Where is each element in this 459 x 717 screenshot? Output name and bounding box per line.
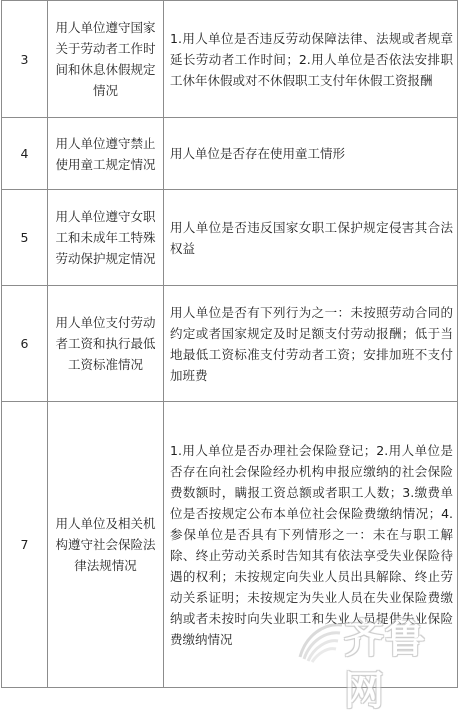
inspection-content: 用人单位是否违反国家女职工保护规定侵害其合法权益 xyxy=(164,190,458,286)
inspection-item: 用人单位遵守女职工和未成年工特殊劳动保护规定情况 xyxy=(48,190,164,286)
inspection-content: 用人单位是否存在使用童工情形 xyxy=(164,118,458,190)
row-number: 6 xyxy=(2,286,48,402)
row-number: 4 xyxy=(2,118,48,190)
inspection-content: 1.用人单位是否办理社会保险登记；2.用人单位是否存在向社会保险经办机构申报应缴纳的社会保险费数额时，瞒报工资总额或者职工人数；3.缴费单位是否按规定公布本单位社会保险费缴纳情况；4.参保单位是否具有下列情形之一：未在与职工解除、终止劳动关系时告知其有依法享受失业保险待遇的权利；未按规定向失业人员出具解除、终止劳动关系证明；未按规定为失业人员在失业保险费缴纳或者未按时向失业职工和失业人员提供失业保险费缴纳情况 xyxy=(164,402,458,688)
row-number: 5 xyxy=(2,190,48,286)
table-row xyxy=(2,1,458,118)
inspection-content: 1.用人单位是否违反劳动保障法律、法规或者规章延长劳动者工作时间；2.用人单位是否依法安排职工休年休假或对不休假职工支付年休假工资报酬 xyxy=(164,1,458,118)
watermark-text: 齐鲁网 xyxy=(344,616,426,714)
row-number: 7 xyxy=(2,402,48,688)
inspection-item: 用人单位及相关机构遵守社会保险法律法规情况 xyxy=(48,402,164,688)
inspection-item: 用人单位遵守禁止使用童工规定情况 xyxy=(48,118,164,190)
row-number: 3 xyxy=(2,1,48,118)
inspection-content: 用人单位是否有下列行为之一：未按照劳动合同的约定或者国家规定及时足额支付劳动报酬；低于当地最低工资标准支付劳动者工资；安排加班不支付加班费 xyxy=(164,286,458,402)
inspection-item: 用人单位支付劳动者工资和执行最低工资标准情况 xyxy=(48,286,164,402)
table-row xyxy=(2,190,458,286)
inspection-item: 用人单位遵守国家关于劳动者工作时间和休息休假规定情况 xyxy=(48,1,164,118)
inspection-table xyxy=(1,0,458,688)
table-row xyxy=(2,118,458,190)
table-row xyxy=(2,286,458,402)
table-row xyxy=(2,402,458,688)
